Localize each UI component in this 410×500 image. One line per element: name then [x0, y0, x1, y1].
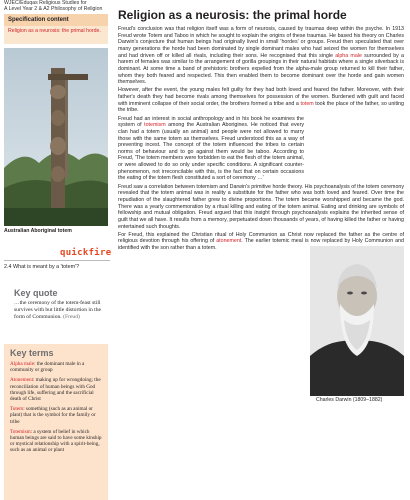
specification-title: Specification content — [4, 14, 108, 26]
paragraph-text: Freud's conclusion was that religion itself was a form of neurosis, caused by traumas deep within the psyche. In 1913 Freud wrote Totem and Taboo in which he sought to explain the origins of these traumas. He based his theory on Charles Darwin's conjecture that human beings had originally lived in small 'hordes' or groups. Freud then speculated that over many generations the horde had been dominated by single dominant males who had seized the women for themselves and had driven off or killed all rivals, including their sons. He recognised that this single — [118, 26, 404, 59]
paragraph-text: However, after the event, the young males felt guilty for they had both loved and feared the father. Moreover, with their father's death they had become rivals among themselves for possession of the women. Burdened with guilt and faced with imminent collapse of their social order, the brothers formed a tribe and a — [118, 87, 404, 107]
key-terms-box — [4, 344, 108, 500]
key-quote-citation: (Freud) — [63, 314, 80, 320]
key-term-item — [10, 429, 102, 454]
key-term-highlight: atonement — [216, 238, 242, 245]
specification-box — [4, 14, 108, 44]
paragraph-4: Freud saw a correlation between totemism and Darwin's primitive horde theory. His psychoanalysis of the totem ceremony revealed that the totem animal was in reality a substitute for the father who was both loved and feared. Over time the repudiation of the slaughtered father grew to divine proportions. The totem became worshipped and became the god. There was a yearly commemoration by a ritual killing and eating of the totem animal. Eating and drinking are symbols of fellowship and mutual obligation. Freud argued that this insight through psychoanalysis explains the inherited sense of guilt that we all have. It results from a memory, perpetuated down thousands of years, of having killed the father or having entertained such thoughts. — [118, 183, 404, 230]
paragraph-text: took the place of the father, so uniting the tribe. — [118, 100, 404, 114]
key-terms-heading: Key terms — [10, 348, 54, 358]
header-line-1: WJEC/Eduqas Religious Studies for — [4, 0, 87, 6]
paragraph-text: Freud had an interest in social anthropology and in his book he examines the system of — [118, 115, 304, 129]
totem-photo — [4, 48, 108, 226]
key-term-definition: : a system of belief in which human beings are said to have some kinship or mystical relationship with a spirit-being, such as an animal or plant — [10, 428, 102, 454]
key-quote-text — [14, 300, 106, 321]
key-term-name: Totem — [10, 406, 24, 413]
darwin-portrait — [310, 246, 404, 396]
quickfire-heading: quickfire — [60, 248, 112, 258]
key-term-definition: : making up for wrongdoing; the reconciliation of human beings with God through life, suffering and the sacrificial death of Christ — [10, 377, 101, 403]
paragraph-3 — [118, 116, 304, 183]
paragraph-text: . The earlier totemic meal is now replaced by Holy Communion and identified with the son rather than a totem. — [118, 238, 404, 251]
paragraph-text: surrounded by a harem of females was similar to the arrangement of gorilla groupings in their natural habitats where a single silverback is dominant. At some time a band of prehistoric brothers expelled from the alpha-male group returned to kill their father, whom they both feared and respected. This then enabled them to become dominant over the horde and gain women themselves. — [118, 52, 404, 86]
specification-body: Religion as a neurosis: the primal horde. — [8, 28, 101, 34]
key-term-item — [10, 377, 102, 402]
quickfire-question: 2.4 What is meant by a 'totem'? — [4, 264, 80, 270]
totem-caption: Australian Aboriginal totem — [4, 228, 72, 234]
paragraph-text: For Freud, this explained the Christian ritual of Holy Communion as Christ now replaced the father as the centre of religious devotion through his offering of — [118, 231, 404, 245]
header-line-2: A Level Year 2 & A2 Philosophy of Religion — [4, 6, 103, 12]
running-header — [4, 0, 102, 12]
key-quote-heading: Key quote — [14, 288, 58, 298]
quickfire-divider — [4, 260, 110, 261]
key-term-definition: : something (such as an animal or plant) that is the symbol for the family or tribe — [10, 406, 96, 425]
key-term-name: Atonement — [10, 377, 34, 384]
key-term-highlight: totem — [300, 100, 314, 107]
key-term-highlight: alpha male — [335, 52, 362, 59]
key-term-name: Totemism — [10, 428, 31, 435]
paragraph-2 — [118, 87, 404, 114]
paragraph-text: among the Australian Aborigines. He noticed that every clan had a totem (usually an animal) and people were not allowed to marry those with the same totem as themselves. Freud understood this as a way of preventing incest. The concept of the totem influenced the tribes to certain norms of behaviour and to go against them would be taboo. According to Freud, 'The totem members were forbidden to eat the flesh of the totem animal, or were allowed to do so only under specific conditions. A significant counter-phenomenon, not irreconcilable with this, is the fact that on certain occasions the eating of the totem flesh constituted a sort of ceremony …' — [118, 122, 304, 182]
key-term-item — [10, 361, 102, 373]
key-term-highlight: totemism — [144, 122, 166, 129]
key-term-definition: : the dominant male in a community or group — [10, 361, 85, 374]
darwin-caption: Charles Darwin (1809–1882) — [316, 397, 383, 403]
section-title: Religion as a neurosis: the primal horde — [118, 8, 347, 22]
main-column — [118, 8, 404, 253]
key-quote-body: …the ceremony of the totem-feast still survives with but little distortion in the form of Communion. — [14, 300, 102, 320]
key-term-item — [10, 406, 102, 425]
paragraph-1 — [118, 26, 404, 86]
key-term-name: Alpha male — [10, 361, 35, 367]
